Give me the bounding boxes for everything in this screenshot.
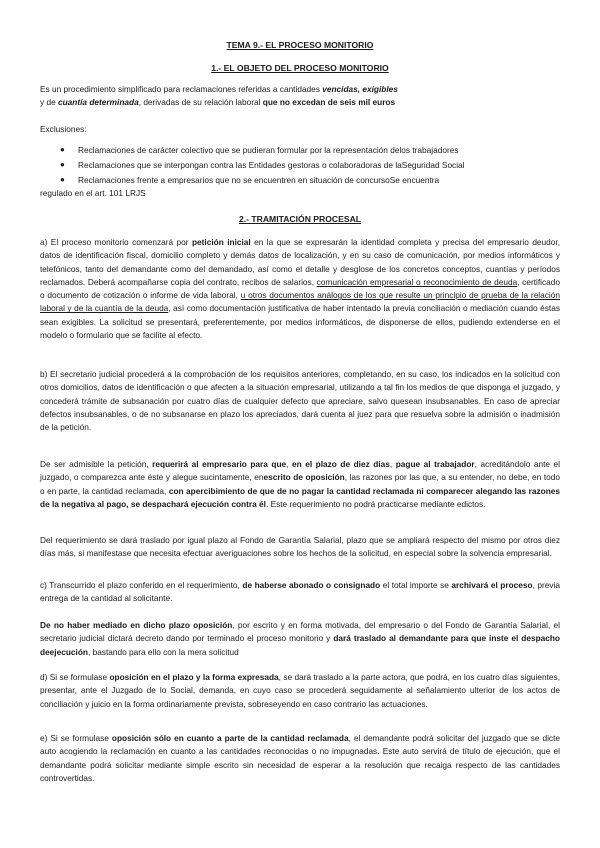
section-1-heading: 1.- EL OBJETO DEL PROCESO MONITORIO xyxy=(211,63,389,73)
bold-text: petición inicial xyxy=(191,237,251,247)
exclusion-item: Reclamaciones que se interpongan contra las Entidades gestoras o colaboradoras de laSeguridad Social xyxy=(78,160,465,170)
section-2-heading: 2.- TRAMITACIÓN PROCESAL xyxy=(238,214,362,224)
bold-text: con apercibimiento de que de no pagar la cantidad reclamada ni comparecer alegando las razones de la negativa al pago, se despachará ejecución contra él xyxy=(40,485,560,509)
text: De ser admisible la petición, xyxy=(40,459,153,469)
exclusion-item-continuation: regulado en el art. 101 LRJS xyxy=(40,188,146,198)
bold-text: escrito de oposición xyxy=(263,472,345,483)
intro-emph-limit: que no excedan de seis mil euros xyxy=(262,97,396,108)
underlined-text: u otros documentos análogos de los que resulte un principio de prueba de la relación laboral y de la cuantía de la deuda xyxy=(40,290,560,314)
paragraph-a xyxy=(40,236,560,342)
text: , el demandante podrá solicitar del juzgado que se dicte auto acogiendo la reclamación en cuanto a las cantidades reconocidas o no impugnadas. Este auto servirá de título de ejecución, que el demandante podrá solicitar mediante simple escrito sin necesidad de esperar a la resolución que recaiga respecto de las cantidades controvertidas. xyxy=(40,733,560,783)
intro-emph-cuantia: cuantía determinada xyxy=(58,97,139,108)
bold-text: archivará el proceso xyxy=(451,580,533,590)
text: , por escrito y en forma motivada, del empresario o del Fondo de Garantía Salarial, el secretario judicial dictará decreto dando por terminado el proceso monitorio y xyxy=(40,620,560,644)
text: , xyxy=(389,459,396,469)
text: . Este requerimiento no podrá practicarse mediante edictos. xyxy=(265,498,486,509)
exclusions-label: Exclusiones: xyxy=(40,124,87,134)
paragraph-e xyxy=(40,732,560,785)
exclusion-item: Reclamaciones de carácter colectivo que se pudieran formular por la representación delos trabajadores xyxy=(78,145,459,155)
exclusion-item: Reclamaciones frente a empresarios que no se encuentren en situación de concursoSe encuentra xyxy=(78,175,440,185)
underlined-text: comunicación empresarial o reconocimiento de deuda xyxy=(316,276,518,287)
bold-text: oposición sólo en cuanto a parte de la cantidad reclamada xyxy=(111,733,349,743)
text: , acreditándolo ante el juzgado, o comparezca ante éste y alegue sucintamente, en xyxy=(40,459,560,483)
text: , previa entrega de la cantidad al solicitante. xyxy=(40,580,560,604)
bold-text: en el plazo de diez días xyxy=(292,459,390,469)
text: , certificado o documento de cotización o informe de vida laboral, xyxy=(40,276,560,301)
section-1-intro xyxy=(40,83,560,110)
text: a) El proceso monitorio comenzará por xyxy=(40,237,192,247)
paragraph-b: b) El secretario judicial procederá a la comprobación de los requisitos anteriores, completando, en su caso, los indicados en la solicitud con otros domicilios, datos de identificación o que afecten a la situación empresarial, utilizando a tal fin los medios de que disponga el juzgado, y concederá trámite de subsanación por cuatro días de cualquier defecto que apreciare, salvo quesean insubsanables. En caso de apreciar defectos insubsanables, o de no subsanarse en plazo los apreciados, dará cuenta al juez para que resuelva sobre la admisión o inadmisión de la petición. xyxy=(40,369,560,433)
bold-text: requerirá al empresario para que xyxy=(152,459,287,469)
bold-text: dará traslado al demandante para que inste el despacho deejecución xyxy=(40,633,560,657)
text: , se dará traslado a la parte actora, que podrá, en los cuatro días siguientes, presentar, ante el Juzgado de lo Social, demanda, en cuyo caso se procederá seguidamente al señalamiento ulterior de los actos de conciliación y juicio en la forma ordinariamente prevista, sobreseyendo en caso contrario las actuaciones. xyxy=(40,672,560,709)
intro-emph-vencidas: vencidas, exigibles xyxy=(322,84,398,94)
intro-text-2: y de xyxy=(40,97,58,108)
paragraph-c xyxy=(40,579,560,606)
intro-text-1: Es un procedimiento simplificado para reclamaciones referidas a cantidades xyxy=(40,84,323,94)
bold-text: oposición en el plazo y la forma expresada xyxy=(109,672,279,682)
paragraph-admisible xyxy=(40,458,560,511)
text: d) Si se formulase xyxy=(40,672,110,682)
text: , bastando para ello con la mera solicitud xyxy=(87,646,239,657)
paragraph-fogasa: Del requerimiento se dará traslado por igual plazo al Fondo de Garantía Salarial, plazo que se ampliará respecto del mismo por otros diez días más, si manifestase que necesita efectuar averiguaciones sobre los hechos de la solicitud, en especial sobre la solvencia empresarial. xyxy=(40,535,560,559)
text: , las razones por las que, a su entender, no debe, en todo o en parte, la cantidad reclamada, xyxy=(40,472,560,496)
bold-text: de haberse abonado o consignado xyxy=(242,580,381,590)
text: el total importe se xyxy=(380,580,452,590)
text: , así como documentación justificativa de haber intentado la previa conciliación o mediación cuando éstas sean exigibles. La solicitud se presentará, preferentemente, por medios informáticos, de disponerse de ellos, pudiendo extenderse en el modelo o formulario que se facilite al efecto. xyxy=(40,303,560,341)
document-title: TEMA 9.- EL PROCESO MONITORIO xyxy=(226,40,374,50)
bullet-dot: ● xyxy=(60,145,65,154)
paragraph-d xyxy=(40,671,560,711)
bullet-dot: ● xyxy=(60,175,65,184)
intro-text-3: , derivadas de su relación laboral xyxy=(138,97,263,108)
bold-text: pague al trabajador xyxy=(395,459,475,469)
paragraph-no-oposicion xyxy=(40,619,560,659)
text: en la que se expresarán la identidad completa y precisa del empresario deudor, datos de identificación fiscal, domicilio completo y demás datos de localización, y en su caso de comunicación, por medios informáticos y telefónicos, tanto del demandante como del demandado, así como el detalle y desglose de los concretos conceptos, cuantías y períodos reclamados. Deberá acompañarse copia del contrato, recibos de salarios, xyxy=(40,237,560,287)
bullet-dot: ● xyxy=(60,160,65,169)
text: e) Si se formulase xyxy=(40,733,112,743)
text: c) Transcurrido el plazo conferido en el requerimiento, xyxy=(40,580,243,590)
bold-text: De no haber mediado en dicho plazo oposición xyxy=(40,620,233,630)
text: , xyxy=(286,459,292,469)
